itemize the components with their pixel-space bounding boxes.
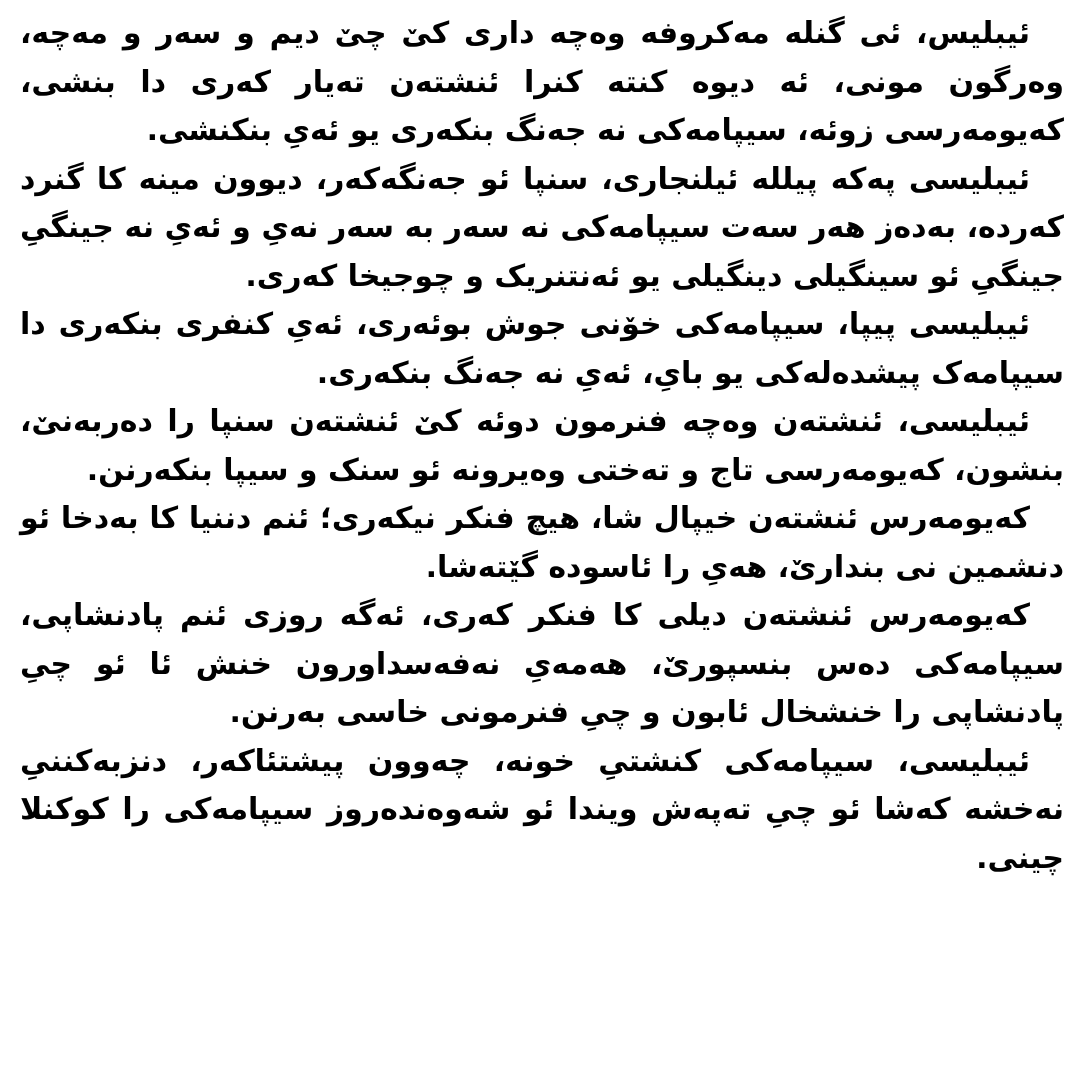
paragraph-6: کەیومەرس ئنشتەن دیلی کا فنکر کەری، ئەگه روزی ئنم پادنشاپی، سیپامەکی دەس بنسپورێ، هەمەیِ نەفەسداورون خنش ئا ئو چیِ پادنشاپی را خنشخال ئابون و چیِ فنرمونی خاسی بەرنن. bbox=[20, 598, 1064, 730]
paragraph-4: ئیبلیسی، ئنشتەن وەچه فنرمون دوئه کێ ئنشتەن سنپا را دەربەنێ، بنشون، کەیومەرسی تاج و تەختی وەیرونه ئو سنک و سیپا بنکەرنن. bbox=[20, 404, 1064, 488]
paragraph-5: کەیومەرس ئنشتەن خیپال شا، هیچ فنکر نیکەری؛ ئنم دننیا کا بەدخا ئو دنشمین نی بندارێ، هەیِ را ئاسودە گێتەشا. bbox=[20, 501, 1064, 585]
paragraph-7: ئیبلیسی، سیپامەکی کنشتیِ خونه، چەوون پیشتئاکەر، دنزبەکننیِ نەخشه کەشا ئو چیِ تەپەش ویندا ئو شەوەندەروز سیپامەکی را کوکنلا چینی. bbox=[20, 743, 1064, 876]
paragraph-1: ئیبلیس، ئی گنله مەکروفه وەچه داری کێ چێ دیم و سەر و مەچه، وەرگون مونی، ئه دیوە کنته کنرا ئنشتەن تەیار کەری دا بنشی، کەیومەرسی زوئه، سیپامەکی نه جەنگ بنکەری یو ئەیِ بنکنشی. bbox=[20, 16, 1064, 148]
paragraph-2: ئیبلیسی پەکه پیلله ئیلنجاری، سنپا ئو جەنگەکەر، دیوون مینه کا گنرد کەردە، بەدەز هەر سەت سیپامەکی نه سەر به سەر نەیِ و ئەیِ نه جینگیِ جینگیِ ئو سینگیلی دینگیلی یو ئەنتنریک و چوجیخا کەری. bbox=[20, 161, 1064, 294]
paragraph-3: ئیبلیسی پیپا، سیپامەکی خۆنی جوش بوئەری، ئەیِ کنفری بنکەری دا سیپامەک پیشدەلەکی یو بایِ، ئەیِ نه جەنگ بنکەری. bbox=[20, 307, 1064, 391]
